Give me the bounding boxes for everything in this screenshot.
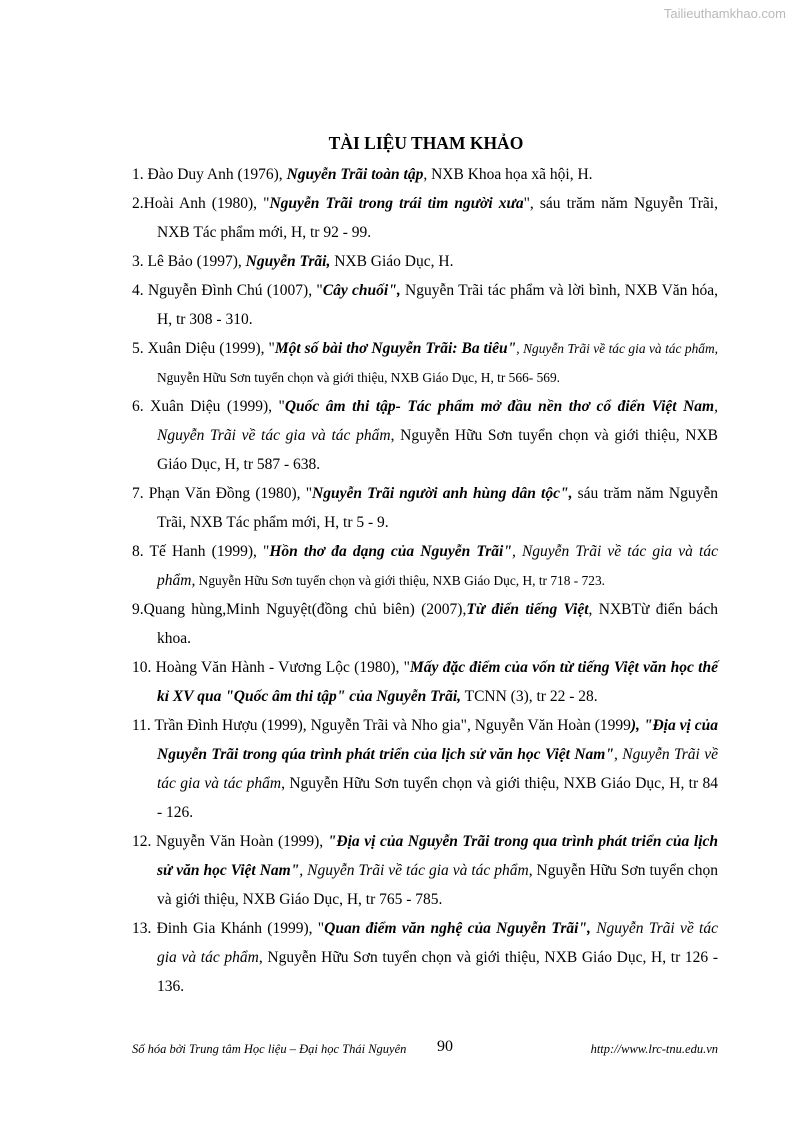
ref-text: 10. Hoàng Văn Hành - Vương Lộc (1980), " — [132, 659, 410, 676]
ref-text: , NXB Khoa họa xã hội, H. — [423, 166, 593, 183]
reference-item-7 — [132, 479, 718, 537]
ref-title: Nguyễn Trãi, — [245, 253, 331, 270]
ref-text: NXB Giáo Dục, H. — [330, 253, 454, 270]
ref-source: , Nguyễn Trãi về tác gia và tác phẩm — [157, 746, 718, 792]
ref-text: 4. Nguyễn Đình Chú (1007), " — [132, 282, 323, 299]
ref-text: Nguyễn Hữu Sơn tuyển chọn và giới thiệu, NXB Giáo Dục, H, tr 718 - 723. — [195, 573, 606, 588]
ref-text: Nguyễn Hữu Sơn tuyển chọn và giới thiệu, NXB Giáo Dục, H, tr 566- 569. — [157, 370, 561, 385]
ref-text: ", sáu trăm năm Nguyễn Trãi, NXB Tác phẩm mới, H, tr 92 - 99. — [157, 195, 718, 241]
ref-text: 13. Đinh Gia Khánh (1999), " — [132, 920, 325, 937]
reference-item-13 — [132, 914, 718, 1001]
page-number: 90 — [437, 1038, 453, 1055]
ref-text: 9.Quang hùng,Minh Nguyệt(đồng chủ biên) (2007), — [132, 601, 467, 618]
ref-title: ), "Địa vị của Nguyễn Trãi trong qúa trình phát triển của lịch sử văn học Việt Nam" — [157, 717, 718, 763]
ref-text: 1. Đào Duy Anh (1976), — [132, 166, 287, 183]
reference-item-9 — [132, 595, 718, 653]
ref-source: , Nguyễn Trãi về tác gia và tác phẩm — [157, 398, 718, 444]
ref-source: Nguyễn Trãi về tác gia và tác phẩm — [157, 920, 718, 966]
ref-title: Từ điển tiếng Việt — [466, 601, 589, 618]
reference-item-2 — [132, 189, 718, 247]
reference-item-11 — [132, 711, 718, 827]
ref-title: Cây chuối", — [322, 282, 401, 299]
reference-list — [132, 160, 718, 1001]
ref-source: , Nguyễn Trãi về tác gia và tác phẩm, — [157, 543, 718, 589]
ref-text: , Nguyễn Hữu Sơn tuyển chọn và giới thiệu, NXB Giáo Dục, H, tr 126 - 136. — [157, 949, 718, 995]
ref-title: Hồn thơ đa dạng của Nguyễn Trãi" — [269, 543, 512, 560]
reference-item-4 — [132, 276, 718, 334]
ref-text: 11. Trần Đình Hượu (1999), Nguyễn Trãi và Nho gia", Nguyễn Văn Hoàn (1999 — [132, 717, 631, 734]
ref-text: 5. Xuân Diệu (1999), " — [132, 340, 275, 357]
ref-text: 6. Xuân Diệu (1999), " — [132, 398, 285, 415]
ref-text: 8. Tế Hanh (1999), " — [132, 543, 270, 560]
ref-title: Mấy đặc điểm của vốn từ tiếng Việt văn học thế kỉ XV qua "Quốc âm thi tập" của Nguyễn Trãi, — [157, 659, 718, 705]
ref-title: Quốc âm thi tập- Tác phẩm mở đầu nền thơ cổ điển Việt Nam — [284, 398, 715, 415]
ref-title: Nguyễn Trãi người anh hùng dân tộc", — [312, 485, 573, 502]
ref-text: 2.Hoài Anh (1980), " — [132, 195, 270, 212]
reference-item-5 — [132, 334, 718, 392]
footer-url: http://www.lrc-tnu.edu.vn — [590, 1042, 718, 1056]
ref-source: , Nguyễn Trãi về tác gia và tác phẩm, — [516, 341, 718, 356]
ref-text: 3. Lê Bảo (1997), — [132, 253, 246, 270]
page-footer — [132, 1040, 718, 1064]
reference-item-1 — [132, 160, 718, 189]
watermark: Tailieuthamkhao.com — [663, 6, 786, 21]
ref-text: sáu trăm năm Nguyễn Trãi, NXB Tác phẩm mới, H, tr 5 - 9. — [157, 485, 718, 531]
reference-item-8 — [132, 537, 718, 595]
reference-item-6 — [132, 392, 718, 479]
ref-text: TCNN (3), tr 22 - 28. — [461, 688, 598, 705]
page-title: TÀI LIỆU THAM KHẢO — [328, 133, 524, 153]
ref-text: 12. Nguyễn Văn Hoàn (1999), — [132, 833, 328, 850]
ref-source: , Nguyễn Trãi về tác gia và tác phẩm — [299, 862, 529, 879]
ref-text: , Nguyễn Hữu Sơn tuyển chọn và giới thiệu, NXB Giáo Dục, H, tr 587 - 638. — [157, 427, 718, 473]
ref-text: , Nguyễn Hữu Sơn tuyển chọn và giới thiệu, NXB Giáo Dục, H, tr 84 - 126. — [157, 775, 718, 821]
ref-text: 7. Phạn Văn Đồng (1980), " — [132, 485, 313, 502]
ref-title: Nguyễn Trãi trong trái tim người xưa — [269, 195, 524, 212]
ref-title: Một số bài thơ Nguyễn Trãi: Ba tiêu" — [274, 340, 517, 357]
reference-item-3 — [132, 247, 718, 276]
ref-title: Quan điểm văn nghệ của Nguyễn Trãi", — [324, 920, 591, 937]
ref-text: Nguyễn Trãi tác phẩm và lời bình, NXB Văn hóa, H, tr 308 - 310. — [157, 282, 719, 328]
ref-text: , NXBTừ điển bách khoa. — [157, 601, 718, 647]
ref-title: "Địa vị của Nguyễn Trãi trong qua trình phát triển của lịch sử văn học Việt Nam" — [157, 833, 719, 879]
ref-text: , Nguyễn Hữu Sơn tuyển chọn và giới thiệu, NXB Giáo Dục, H, tr 765 - 785. — [157, 862, 718, 908]
reference-item-10 — [132, 653, 718, 711]
footer-credit: Số hóa bởi Trung tâm Học liệu – Đại học Thái Nguyên — [132, 1042, 407, 1056]
reference-item-12 — [132, 827, 718, 914]
ref-title: Nguyễn Trãi toàn tập — [286, 166, 424, 183]
